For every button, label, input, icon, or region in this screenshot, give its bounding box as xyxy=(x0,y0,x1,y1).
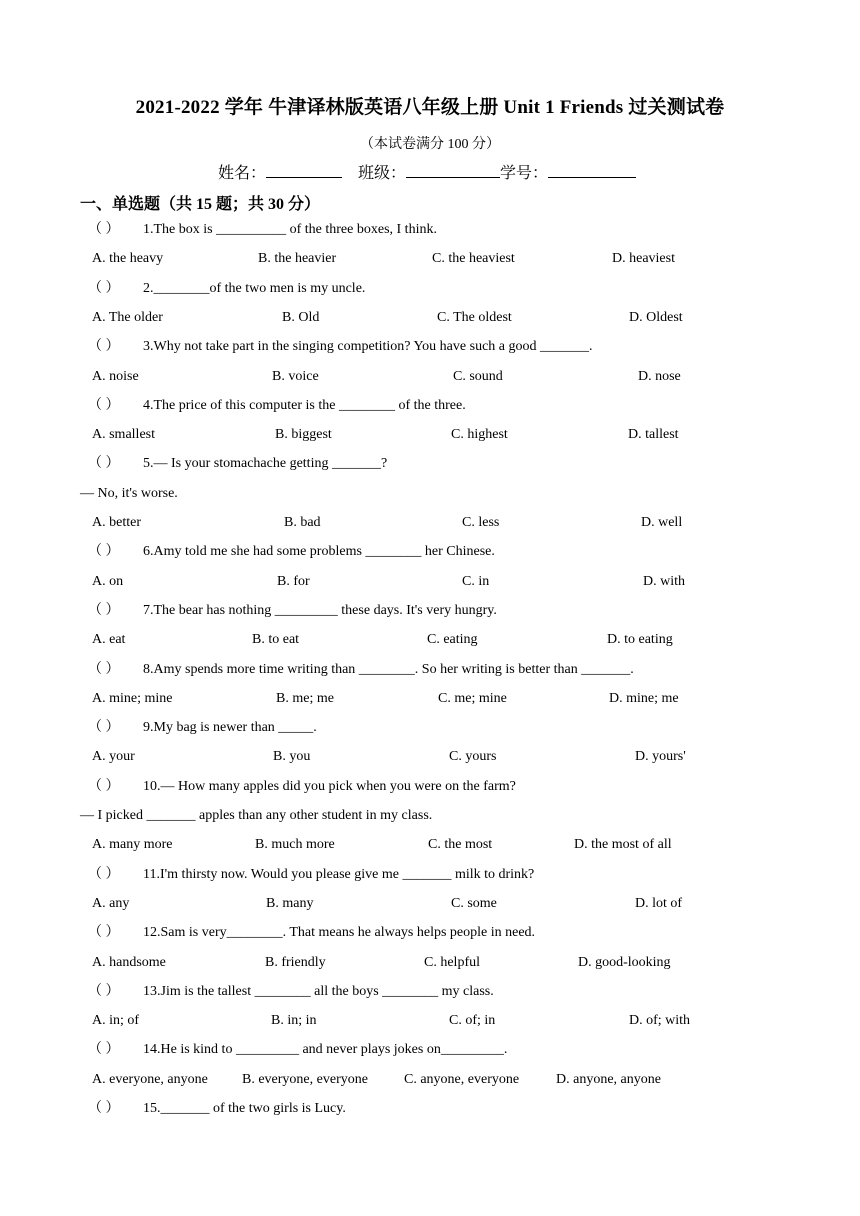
answer-paren: （ ） xyxy=(88,720,120,736)
question-10-stem xyxy=(88,778,516,796)
question-7-option-b: B. to eat xyxy=(252,632,300,648)
question-6-option-d: D. with xyxy=(643,573,685,589)
question-text: 6.Amy told me she had some problems ________ her Chinese. xyxy=(143,544,495,560)
question-14-option-d: D. anyone, anyone xyxy=(556,1071,661,1087)
question-2-stem xyxy=(88,280,365,298)
question-2-option-a: A. The older xyxy=(92,309,163,325)
question-13-option-a: A. in; of xyxy=(92,1013,140,1029)
question-7-stem xyxy=(88,602,497,620)
exam-title: 2021-2022 学年 牛津译林版英语八年级上册 Unit 1 Friends 过关测试卷 xyxy=(135,97,725,118)
question-13-stem xyxy=(88,983,494,1001)
question-text: 12.Sam is very________. That means he always helps people in need. xyxy=(143,925,536,941)
question-2-option-c: C. The oldest xyxy=(437,309,512,325)
question-11-option-b: B. many xyxy=(266,895,314,911)
question-text: 15._______ of the two girls is Lucy. xyxy=(143,1101,346,1116)
answer-paren: （ ） xyxy=(88,280,120,296)
question-11-option-d: D. lot of xyxy=(635,895,683,911)
question-10-option-b: B. much more xyxy=(255,837,335,853)
question-text: 10.— How many apples did you pick when you were on the farm? xyxy=(143,778,516,794)
question-3-option-b: B. voice xyxy=(272,368,319,384)
question-3-stem xyxy=(88,338,593,356)
question-1-option-b: B. the heavier xyxy=(258,251,337,267)
question-2-option-b: B. Old xyxy=(282,309,320,325)
question-8-option-c: C. me; mine xyxy=(438,690,507,706)
question-12-option-a: A. handsome xyxy=(92,954,166,970)
class-blank xyxy=(406,163,500,178)
question-1-option-a: A. the heavy xyxy=(92,251,164,267)
question-15-stem xyxy=(88,1100,346,1118)
exam-subtitle: （本试卷满分 100 分） xyxy=(360,137,500,152)
question-4-stem xyxy=(88,397,466,415)
answer-paren: （ ） xyxy=(88,544,120,560)
question-9-option-c: C. yours xyxy=(449,749,497,765)
question-12-option-d: D. good-looking xyxy=(578,954,671,970)
question-11-stem xyxy=(88,866,534,884)
question-12-option-b: B. friendly xyxy=(265,954,326,970)
name-blank xyxy=(266,163,342,178)
answer-paren: （ ） xyxy=(88,602,120,618)
question-text: 7.The bear has nothing _________ these days. It's very hungry. xyxy=(143,602,497,618)
answer-paren: （ ） xyxy=(88,1101,120,1116)
question-4-option-a: A. smallest xyxy=(92,427,155,443)
question-10-option-a: A. many more xyxy=(92,837,173,853)
question-6-option-b: B. for xyxy=(277,573,310,589)
question-5-option-a: A. better xyxy=(92,515,141,530)
id-blank xyxy=(548,163,636,178)
question-5-option-b: B. bad xyxy=(284,515,321,530)
question-9-option-d: D. yours' xyxy=(635,749,686,765)
question-text: 14.He is kind to _________ and never plays jokes on_________. xyxy=(143,1042,508,1058)
question-text: 5.— Is your stomachache getting _______? xyxy=(143,456,388,472)
question-9-option-b: B. you xyxy=(273,749,311,765)
answer-paren: （ ） xyxy=(88,925,120,941)
question-12-stem xyxy=(88,924,535,942)
question-8-option-b: B. me; me xyxy=(276,690,334,706)
question-3-option-c: C. sound xyxy=(453,368,503,384)
question-2-option-d: D. Oldest xyxy=(629,309,683,325)
question-text: 13.Jim is the tallest ________ all the boys ________ my class. xyxy=(143,983,494,999)
answer-paren: （ ） xyxy=(88,1042,120,1058)
question-6-option-a: A. on xyxy=(92,573,124,589)
section-title: 一、单选题（共 15 题；共 30 分） xyxy=(80,196,321,213)
question-text: 2.________of the two men is my uncle. xyxy=(143,280,366,296)
question-11-option-a: A. any xyxy=(92,895,130,911)
question-6-stem xyxy=(88,543,495,561)
student-info-row xyxy=(218,160,636,183)
class-label: 班级： xyxy=(358,165,407,182)
question-1-option-c: C. the heaviest xyxy=(432,251,515,267)
question-5-dialogue: — No, it's worse. xyxy=(80,485,178,501)
question-text: 11.I'm thirsty now. Would you please give me _______ milk to drink? xyxy=(143,866,535,882)
question-8-option-a: A. mine; mine xyxy=(92,690,173,706)
answer-paren: （ ） xyxy=(88,397,120,413)
question-5-option-d: D. well xyxy=(641,515,683,530)
question-5-option-c: C. less xyxy=(462,515,500,530)
name-label: 姓名： xyxy=(218,165,267,182)
question-1-stem xyxy=(88,221,437,239)
question-14-stem xyxy=(88,1041,507,1059)
question-10-dialogue: — I picked _______ apples than any other student in my class. xyxy=(80,808,433,823)
question-8-stem xyxy=(88,661,634,679)
answer-paren: （ ） xyxy=(88,661,120,677)
answer-paren: （ ） xyxy=(88,339,120,355)
question-4-option-c: C. highest xyxy=(451,427,508,443)
question-1-option-d: D. heaviest xyxy=(612,251,675,267)
answer-paren: （ ） xyxy=(88,983,120,999)
question-text: 9.My bag is newer than _____. xyxy=(143,720,317,736)
question-10-option-d: D. the most of all xyxy=(574,837,672,853)
answer-paren: （ ） xyxy=(88,778,120,794)
question-14-option-c: C. anyone, everyone xyxy=(404,1071,520,1087)
question-12-option-c: C. helpful xyxy=(424,954,480,970)
question-9-option-a: A. your xyxy=(92,749,135,765)
question-4-option-d: D. tallest xyxy=(628,427,679,443)
question-3-option-d: D. nose xyxy=(638,368,681,384)
question-text: 8.Amy spends more time writing than ________. So her writing is better than _______. xyxy=(143,661,634,677)
question-7-option-d: D. to eating xyxy=(607,632,673,648)
question-7-option-a: A. eat xyxy=(92,632,126,648)
question-8-option-d: D. mine; me xyxy=(609,690,679,706)
question-9-stem xyxy=(88,719,317,737)
question-14-option-b: B. everyone, everyone xyxy=(242,1071,368,1087)
question-10-option-c: C. the most xyxy=(428,837,493,853)
question-13-option-d: D. of; with xyxy=(629,1013,691,1029)
question-4-option-b: B. biggest xyxy=(275,427,332,443)
question-text: 4.The price of this computer is the ________ of the three. xyxy=(143,397,466,413)
question-3-option-a: A. noise xyxy=(92,368,139,384)
question-5-stem xyxy=(88,455,387,473)
question-text: 1.The box is __________ of the three boxes, I think. xyxy=(143,222,437,237)
question-13-option-b: B. in; in xyxy=(271,1013,317,1029)
answer-paren: （ ） xyxy=(88,866,120,882)
question-6-option-c: C. in xyxy=(462,573,490,589)
answer-paren: （ ） xyxy=(88,456,120,472)
answer-paren: （ ） xyxy=(88,222,120,237)
question-11-option-c: C. some xyxy=(451,895,497,911)
question-7-option-c: C. eating xyxy=(427,632,478,648)
question-13-option-c: C. of; in xyxy=(449,1013,496,1029)
id-label: 学号： xyxy=(500,165,549,182)
question-text: 3.Why not take part in the singing competition? You have such a good _______. xyxy=(143,339,593,355)
question-14-option-a: A. everyone, anyone xyxy=(92,1071,208,1087)
